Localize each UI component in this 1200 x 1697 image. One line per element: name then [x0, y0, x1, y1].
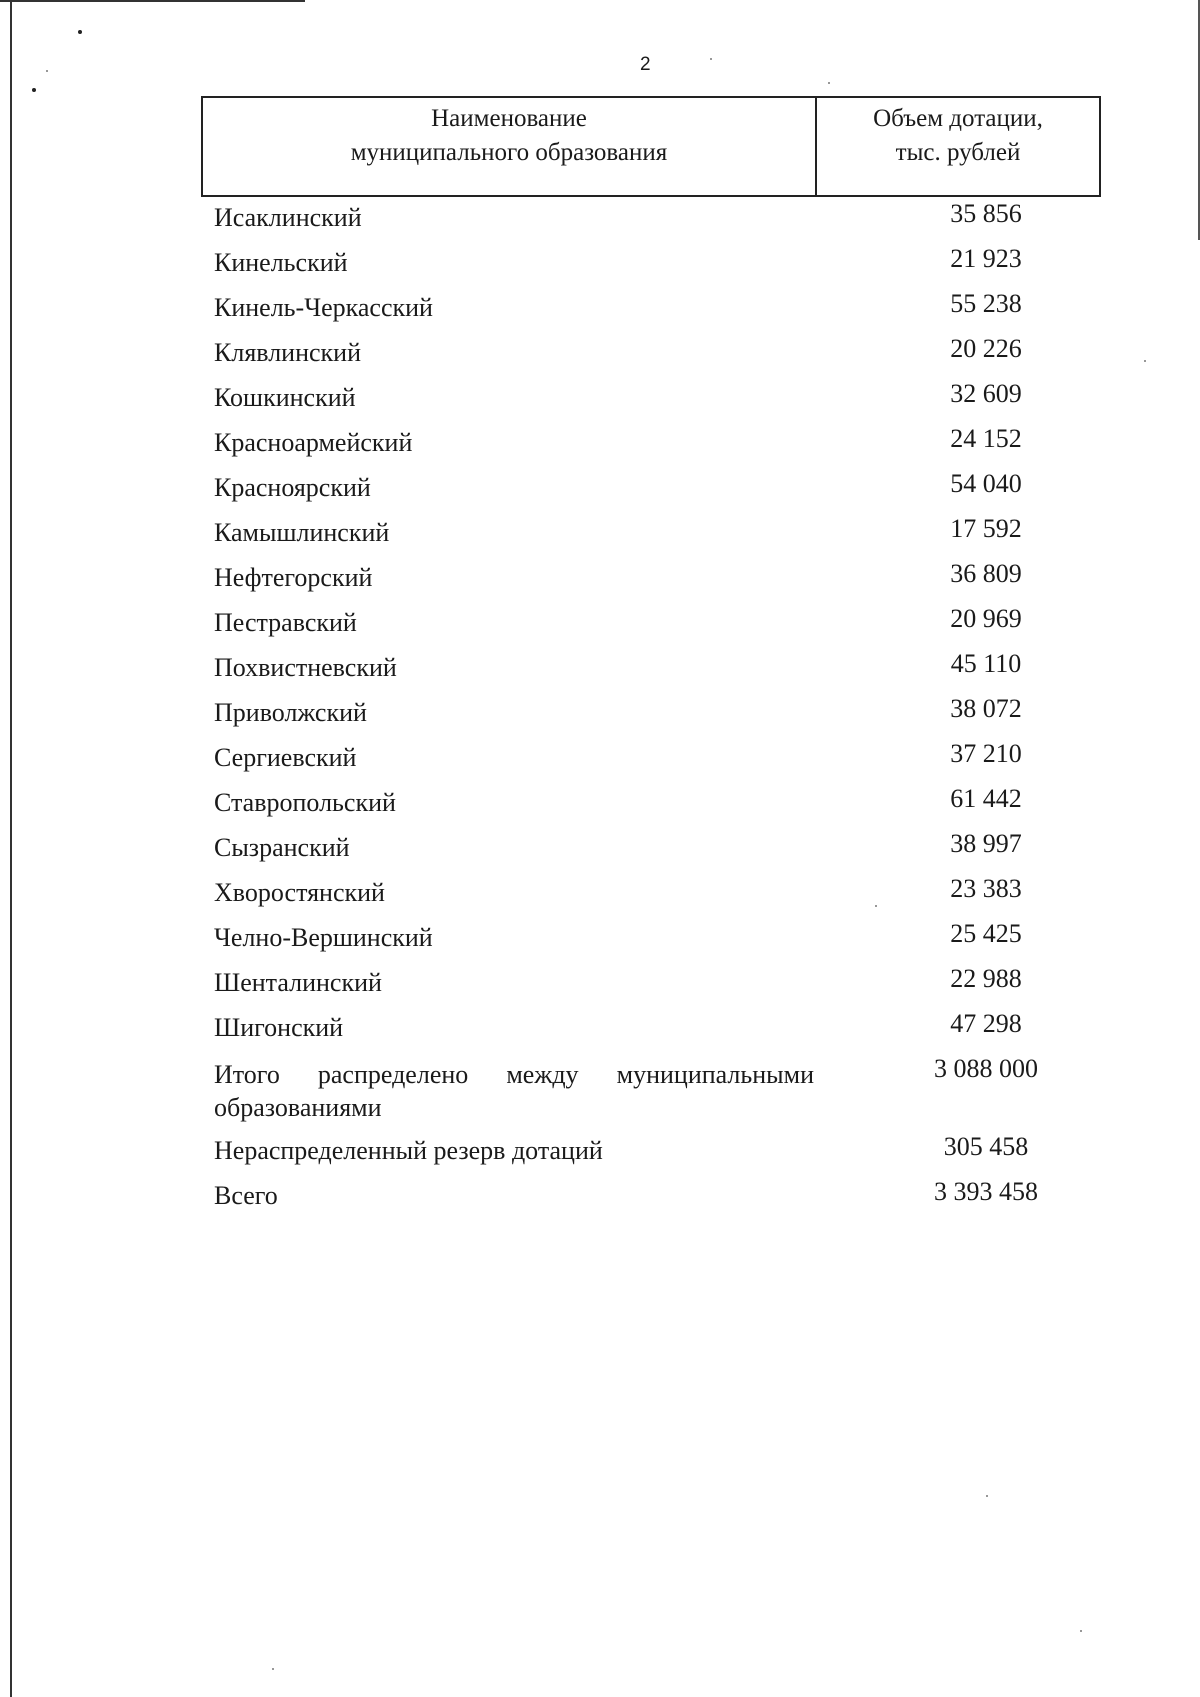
row-name: Исаклинский [214, 203, 362, 232]
total-distributed-row [214, 1052, 1074, 1130]
row-name: Челно-Вершинский [214, 923, 433, 952]
row-name: Сергиевский [214, 743, 357, 772]
table-row [214, 422, 1074, 467]
row-value: 25 425 [950, 919, 1022, 948]
table-body [214, 197, 1074, 1220]
total-distributed-label: Итого распределено между муниципальными образованиями [214, 1060, 814, 1122]
scan-speck [32, 88, 36, 92]
total-distributed-value: 3 088 000 [934, 1054, 1038, 1083]
header-name-line1: Наименование [431, 105, 587, 132]
row-value: 61 442 [950, 784, 1022, 813]
row-value: 21 923 [950, 244, 1022, 273]
table-row [214, 647, 1074, 692]
row-value: 37 210 [950, 739, 1022, 768]
row-name: Красноармейский [214, 428, 413, 457]
row-value: 20 969 [950, 604, 1022, 633]
table-row [214, 377, 1074, 422]
grand-total-label: Всего [214, 1181, 278, 1210]
row-name: Хворостянский [214, 878, 385, 907]
table-row [214, 332, 1074, 377]
scan-speck [986, 1495, 988, 1497]
row-value: 54 040 [950, 469, 1022, 498]
table-row [214, 782, 1074, 827]
reserve-label: Нераспределенный резерв дотаций [214, 1136, 603, 1165]
table-row [214, 512, 1074, 557]
header-name-line2: муниципального образования [350, 139, 668, 166]
row-value: 36 809 [950, 559, 1022, 588]
row-value: 17 592 [950, 514, 1022, 543]
table-row [214, 602, 1074, 647]
row-value: 55 238 [950, 289, 1022, 318]
row-value: 35 856 [950, 199, 1022, 228]
table-row [214, 692, 1074, 737]
row-name: Красноярский [214, 473, 371, 502]
table-row [214, 287, 1074, 332]
table-row [214, 872, 1074, 917]
row-name: Ставропольский [214, 788, 396, 817]
table-row [214, 737, 1074, 782]
page-number: 2 [640, 54, 651, 75]
scan-speck [828, 82, 830, 84]
table-row [214, 242, 1074, 287]
row-value: 38 072 [950, 694, 1022, 723]
row-value: 24 152 [950, 424, 1022, 453]
reserve-value: 305 458 [943, 1132, 1029, 1161]
table-row [214, 197, 1074, 242]
row-value: 47 298 [950, 1009, 1022, 1038]
row-name: Похвистневский [214, 653, 397, 682]
row-value: 32 609 [950, 379, 1022, 408]
scan-speck [710, 58, 712, 60]
scan-speck [1080, 1630, 1082, 1632]
table-header [201, 96, 1101, 197]
row-name: Камышлинский [214, 518, 390, 547]
row-value: 22 988 [950, 964, 1022, 993]
row-name: Кинель-Черкасский [214, 293, 433, 322]
header-amount-line2: тыс. рублей [895, 139, 1021, 166]
table-row [214, 557, 1074, 602]
row-name: Шигонский [214, 1013, 344, 1042]
table-row [214, 1007, 1074, 1052]
header-amount-line1: Объем дотации, [873, 105, 1043, 132]
row-value: 45 110 [950, 649, 1022, 678]
table-row [214, 917, 1074, 962]
row-name: Приволжский [214, 698, 367, 727]
row-name: Кошкинский [214, 383, 356, 412]
scan-edge-top [0, 0, 305, 2]
grand-total-row [214, 1175, 1074, 1220]
row-name: Нефтегорский [214, 563, 373, 592]
scan-speck [1144, 360, 1146, 362]
scan-edge-left [10, 0, 12, 1697]
grand-total-value: 3 393 458 [934, 1177, 1038, 1206]
table-row [214, 827, 1074, 872]
header-amount-column [817, 98, 1099, 195]
row-name: Шенталинский [214, 968, 382, 997]
row-value: 23 383 [950, 874, 1022, 903]
row-name: Сызранский [214, 833, 350, 862]
row-value: 20 226 [950, 334, 1022, 363]
table-row [214, 467, 1074, 512]
scan-speck [46, 70, 48, 72]
row-value: 38 997 [950, 829, 1022, 858]
scan-speck [78, 30, 82, 34]
row-name: Кинельский [214, 248, 348, 277]
table-row [214, 962, 1074, 1007]
scan-speck [272, 1668, 274, 1670]
header-name-column [203, 98, 817, 195]
reserve-row [214, 1130, 1074, 1175]
row-name: Пестравский [214, 608, 357, 637]
row-name: Клявлинский [214, 338, 362, 367]
